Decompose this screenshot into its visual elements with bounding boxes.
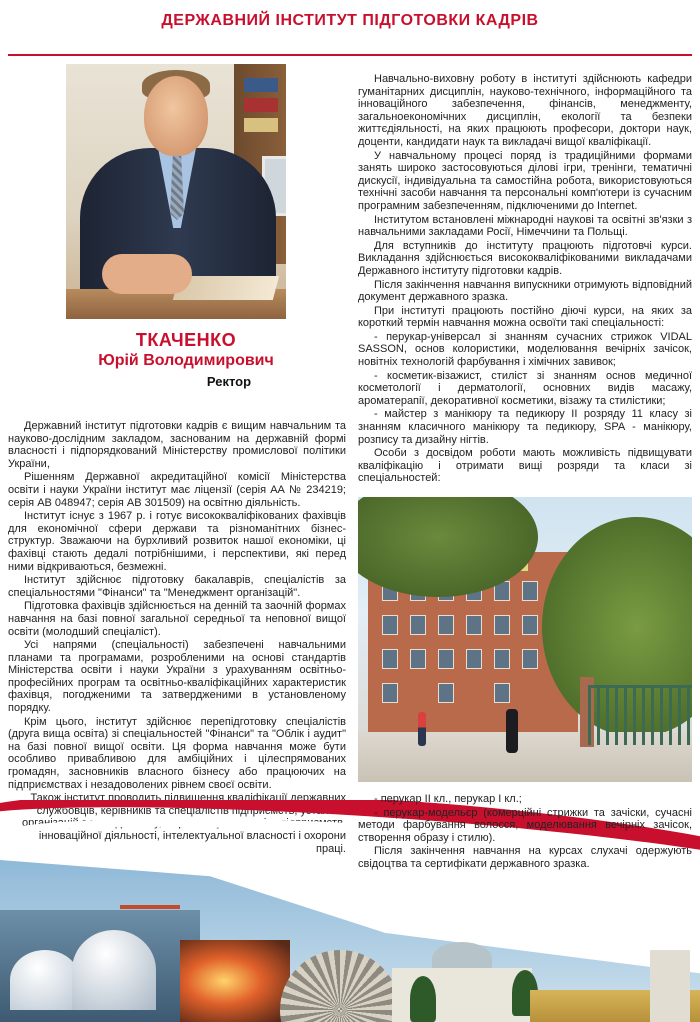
list-item: - перукар-універсал зі знанням сучасних стрижок VIDAL SASSON, основ колористики, моделювання вечірніх зачісок, новітніх технологій фарбування і хімічних завивок; xyxy=(358,330,692,369)
paragraph: Державний інститут підготовки кадрів є вищим навчальним та науково-дослідним закладом, заснованим на державній формі власності і підпорядкований Міністерству промислової політики України, xyxy=(8,420,346,470)
window xyxy=(522,581,538,601)
fence xyxy=(588,685,692,745)
window xyxy=(522,649,538,669)
paragraph: Інститут здійснює підготовку бакалаврів, спеціалістів за спеціальностями "Фінанси" та "Менеджмент організацій". xyxy=(8,574,346,599)
window xyxy=(494,649,510,669)
page-title: ДЕРЖАВНИЙ ІНСТИТУТ ПІДГОТОВКИ КАДРІВ xyxy=(161,12,539,29)
window xyxy=(438,683,454,703)
paragraph: При інституті працюють постійно діючі курси, на яких за короткий термін навчання можна освоїти такі спеціальності: xyxy=(358,304,692,330)
paragraph: Підготовка фахівців здійснюється на денній та заочній формах навчання на базі повної загальної середньої та неповної вищої освіти (молодший спеціаліст). xyxy=(8,600,346,638)
window xyxy=(494,683,510,703)
list-item: - перукар-модельєр (комерційні стрижки та зачіски, сучасні методи фарбування волосся, моделювання вечірніх зачісок, створення образу і стилю). xyxy=(358,806,692,844)
window xyxy=(382,649,398,669)
rector-position: Ректор xyxy=(206,374,252,389)
rector-given-names: Юрій Володимирович xyxy=(98,352,274,369)
header-divider xyxy=(8,54,692,56)
shelf-book xyxy=(244,78,278,92)
face xyxy=(144,76,208,156)
right-text-column-top xyxy=(358,73,692,486)
window xyxy=(494,615,510,635)
paragraph: Усі напрями (спеціальності) забезпечені навчальними планами та програмами, розробленими на основі стандартів Міністерства освіти і науки України з урахуванням освітньо-професійних програм та освітньо-кваліфікаційних характеристик фахівця, погодженими та затвердженими в установленому порядку. xyxy=(8,639,346,715)
window xyxy=(466,649,482,669)
window xyxy=(466,615,482,635)
paragraph: Інститутом встановлені міжнародні наукові та освітні зв'язки з навчальними закладами Росії, Німеччини та Польщі. xyxy=(358,213,692,239)
list-item: - майстер з манікюру та педикюру ІІ розряду 11 класу зі знанням класичного манікюру та педикюру, SPA - манікюру, розпису та дизайну нігтів. xyxy=(358,408,692,446)
institute-building-photo xyxy=(358,497,692,782)
window xyxy=(522,615,538,635)
pedestrian xyxy=(506,709,518,753)
paragraph: Крім цього, інститут здійснює перепідготовку спеціалістів (друга вища освіта) зі спеціальностей "Фінанси" та "Облік і аудит" на базі повної вищої освіти. Ця форма навчання може бути особливо привабливою для амбіційних і цілеспрямованих громадян, засновників власного бізнесу або працюючих на підприємствах і незадоволених рівнем своєї освіти. xyxy=(8,715,346,791)
window xyxy=(438,649,454,669)
paragraph: Навчально-виховну роботу в інституті здійснюють кафедри гуманітарних дисциплін, науково-технічного, інформаційного та інноваційного забезпечення, фінансів, менеджменту, загальноекономічних дисциплін, екології та безпеки життєдіяльності, на яких працюють професори, доктори наук, доценти, кандидати наук та викладачі вищої кваліфікації. xyxy=(358,73,692,148)
paragraph: Також інститут проводить підвищення кваліфікації державних службовців, керівників та спеціалістів підприємств, установ і організацій з менеджменту, маркетингу, економіки підприємств, інноваційної діяльності, інтелектуальної власності і охорони праці. xyxy=(22,792,346,855)
window xyxy=(410,615,426,635)
window xyxy=(382,615,398,635)
paragraph: У навчальному процесі поряд із традиційними формами занять широко застосовуються ділові ігри, тренінги, тематичні дискусії, індивідуальна та самостійна робота, використовуються технічні засоби навчання та персональні комп'ютери із сучасним програмним забезпеченням, підключеними до Internet. xyxy=(358,149,692,212)
shelf-book xyxy=(244,98,278,112)
hands xyxy=(102,254,192,294)
rector-surname: ТКАЧЕНКО xyxy=(135,330,237,350)
paragraph: Особи з досвідом роботи мають можливість підвищувати кваліфікацію і отримати вищі розряди та класи зі спеціальностей: xyxy=(358,447,692,485)
paragraph: Інститут існує з 1967 р. і готує висококваліфікованих фахівців для економічної сфери держави та різноманітних бізнес-структур. Зважаючи на бурхливий розвиток нашої економіки, ці фахівці стають дедалі потрібнішими, і перспективи, які перед ними відкриваються, безмежні. xyxy=(8,510,346,573)
rector-portrait xyxy=(66,64,286,319)
left-text-column xyxy=(8,420,346,856)
paragraph: Рішенням Державної акредитаційної комісії Міністерства освіти і науки України інститут має ліцензії (серія АА № 234219; серія АВ 048947; серія АВ 301509) на освітню діяльність. xyxy=(8,471,346,509)
list-item: - косметик-візажист, стиліст зі знанням основ медичної косметології і дерматології, основних видів масажу, ароматерапії, декоративної косметики, візажу та стилістики; xyxy=(358,369,692,407)
paragraph: Після закінчення навчання на курсах слухачі одержують свідоцтва та сертифікати державного зразка. xyxy=(358,845,692,870)
shelf-book xyxy=(244,118,278,132)
pedestrian xyxy=(418,712,426,746)
paragraph: Для вступників до інституту працюють підготовчі курси. Викладання здійснюється висококваліфікованими викладачами Державного інституту підготовки кадрів. xyxy=(358,239,692,277)
window xyxy=(438,615,454,635)
right-text-column-bottom xyxy=(358,793,692,872)
rector-name-block xyxy=(56,330,316,389)
list-item: - перукар ІІ кл., перукар І кл.; xyxy=(374,793,522,805)
window xyxy=(410,649,426,669)
window xyxy=(382,683,398,703)
paragraph: Після закінчення навчання випускники отримують відповідний документ державного зразка. xyxy=(358,278,692,304)
